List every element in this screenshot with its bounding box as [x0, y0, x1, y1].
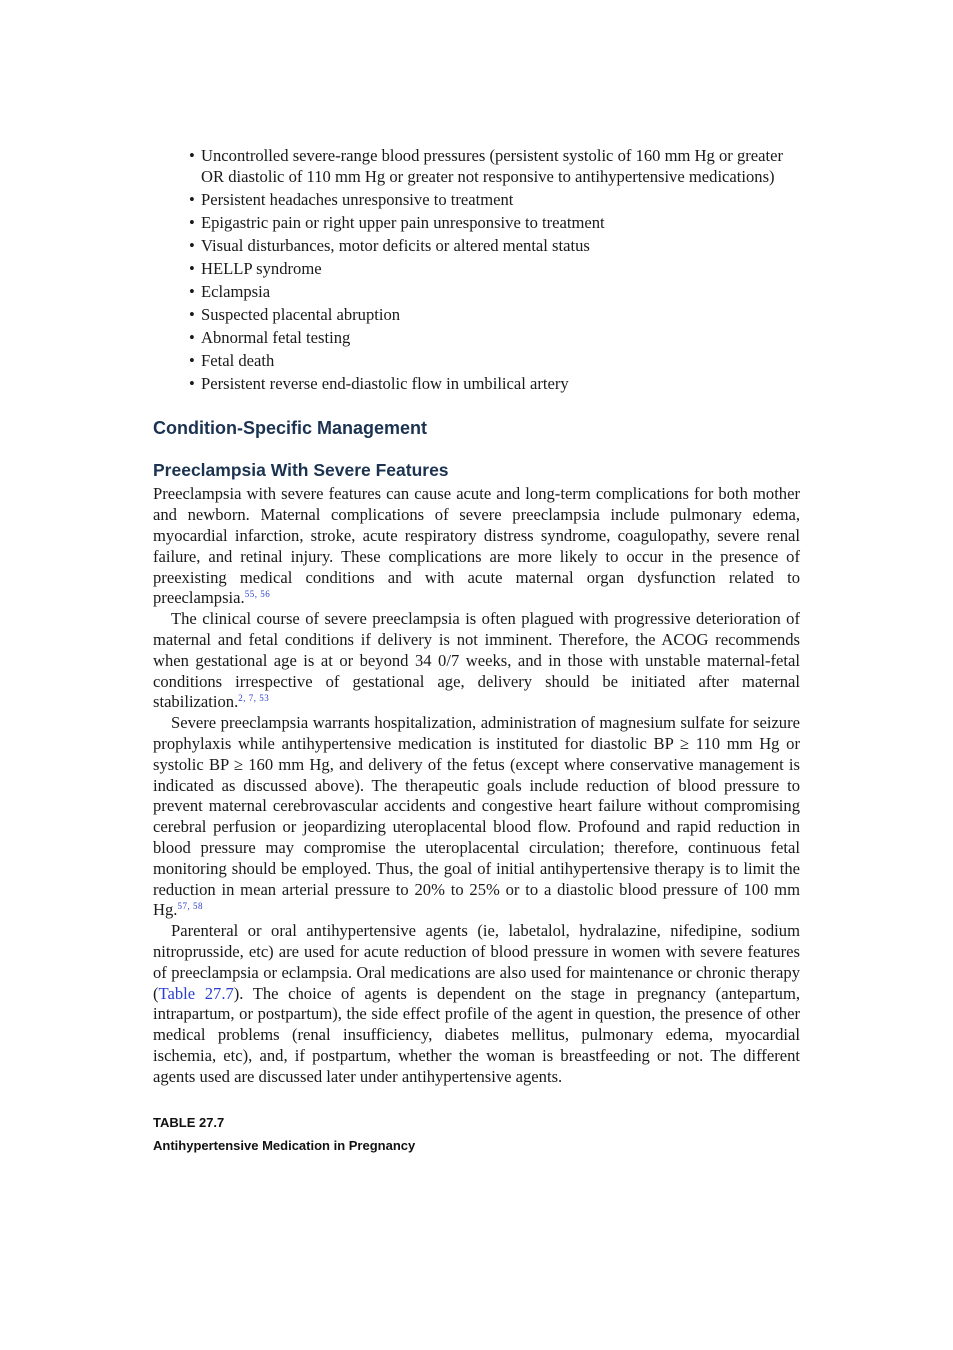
list-item: • Fetal death — [189, 350, 275, 370]
bullet-icon: • — [189, 189, 195, 209]
citation-link[interactable]: 57, 58 — [177, 901, 203, 912]
bullet-icon: • — [189, 304, 195, 324]
list-item: • Abnormal fetal testing — [189, 327, 351, 347]
paragraph-clinical-course: The clinical course of severe preeclampsia is often plagued with progressive deterioration of maternal and fetal conditions if delivery is not imminent. Therefore, the ACOG recommends when gestational age is at or beyond 34 0/7 weeks, and in those with unstable maternal-fetal conditions irrespective of gestational age, delivery should be initiated after maternal stabilization.$^{2, 7, 53}$ — [153, 609, 800, 712]
criteria-bullet-list — [153, 146, 800, 394]
table-label: TABLE 27.7 — [153, 1114, 225, 1130]
list-item: • Visual disturbances, motor deficits or altered mental status — [189, 235, 590, 255]
document-page — [153, 146, 800, 1155]
bullet-icon: • — [189, 350, 195, 370]
bullet-icon: • — [189, 212, 195, 232]
list-item: • Uncontrolled severe-range blood pressures (persistent systolic of 160 mm Hg or greater OR diastolic of 110 mm Hg or greater not responsive to antihypertensive medications) — [189, 146, 783, 186]
paragraph-complications: Preeclampsia with severe features can cause acute and long-term complications for both mother and newborn. Maternal complications of severe preeclampsia include pulmonary edema, myocardial infarction, stroke, acute respiratory distress syndrome, coagulopathy, severe renal failure, and retinal injury. These complications are more likely to occur in the presence of preexisting medical conditions and with acute maternal organ dysfunction related to preeclampsia.$^{55, 56}$ — [153, 484, 800, 608]
section-heading: Condition-Specific Management — [153, 418, 428, 439]
citation-link[interactable]: 55, 56 — [244, 589, 271, 600]
bullet-icon: • — [189, 327, 195, 347]
bullet-icon: • — [189, 373, 195, 393]
list-item: • Epigastric pain or right upper pain unresponsive to treatment — [189, 212, 605, 232]
bullet-icon: • — [189, 281, 195, 301]
citation-link[interactable]: 2, 7, 53 — [238, 693, 270, 704]
subsection-heading: Preeclampsia With Severe Features — [153, 460, 449, 481]
bullet-icon: • — [189, 146, 195, 165]
list-item: • HELLP syndrome — [189, 258, 322, 278]
list-item: • Persistent headaches unresponsive to treatment — [189, 189, 514, 209]
table-reference-link[interactable]: Table 27.7 — [158, 983, 234, 1003]
table-title: Antihypertensive Medication in Pregnancy — [153, 1137, 416, 1153]
bullet-icon: • — [189, 258, 195, 278]
bullet-icon: • — [189, 235, 195, 255]
list-item: • Suspected placental abruption — [189, 304, 401, 324]
paragraph-management: Severe preeclampsia warrants hospitalization, administration of magnesium sulfate for seizure prophylaxis while antihypertensive medication is instituted for diastolic BP ≥ 110 mm Hg or systolic BP ≥ 160 mm Hg, and delivery of the fetus (except where conservative management is indicated as discussed above). The therapeutic goals include reduction of blood pressure to prevent maternal cerebrovascular accidents and congestive heart failure without compromising cerebral perfusion or jeopardizing uteroplacental blood flow. Profound and rapid reduction in blood pressure may compromise the uteroplacental circulation; therefore, continuous fetal monitoring should be employed. Thus, the goal of initial antihypertensive therapy is to limit the reduction in mean arterial pressure to 20% to 25% or to a diastolic blood pressure of 100 mm Hg.$^{57, 58}$ — [153, 713, 800, 920]
list-item: • Persistent reverse end-diastolic flow in umbilical artery — [189, 373, 569, 393]
list-item: • Eclampsia — [189, 281, 271, 301]
paragraph-agents: Parenteral or oral antihypertensive agents (ie, labetalol, hydralazine, nifedipine, sodium nitroprusside, etc) are used for acute reduction of blood pressure in women with severe features of preeclampsia or eclampsia. Oral medications are also used for maintenance or chronic therapy (Table 27.7). The choice of agents is dependent on the stage in pregnancy (antepartum, intrapartum, or postpartum), the side effect profile of the agent in question, the presence of other medical problems (renal insufficiency, diabetes mellitus, pulmonary edema, myocardial ischemia, etc), and, if postpartum, whether the woman is breastfeeding or not. The different agents used are discussed later under antihypertensive agents. — [153, 921, 801, 1086]
